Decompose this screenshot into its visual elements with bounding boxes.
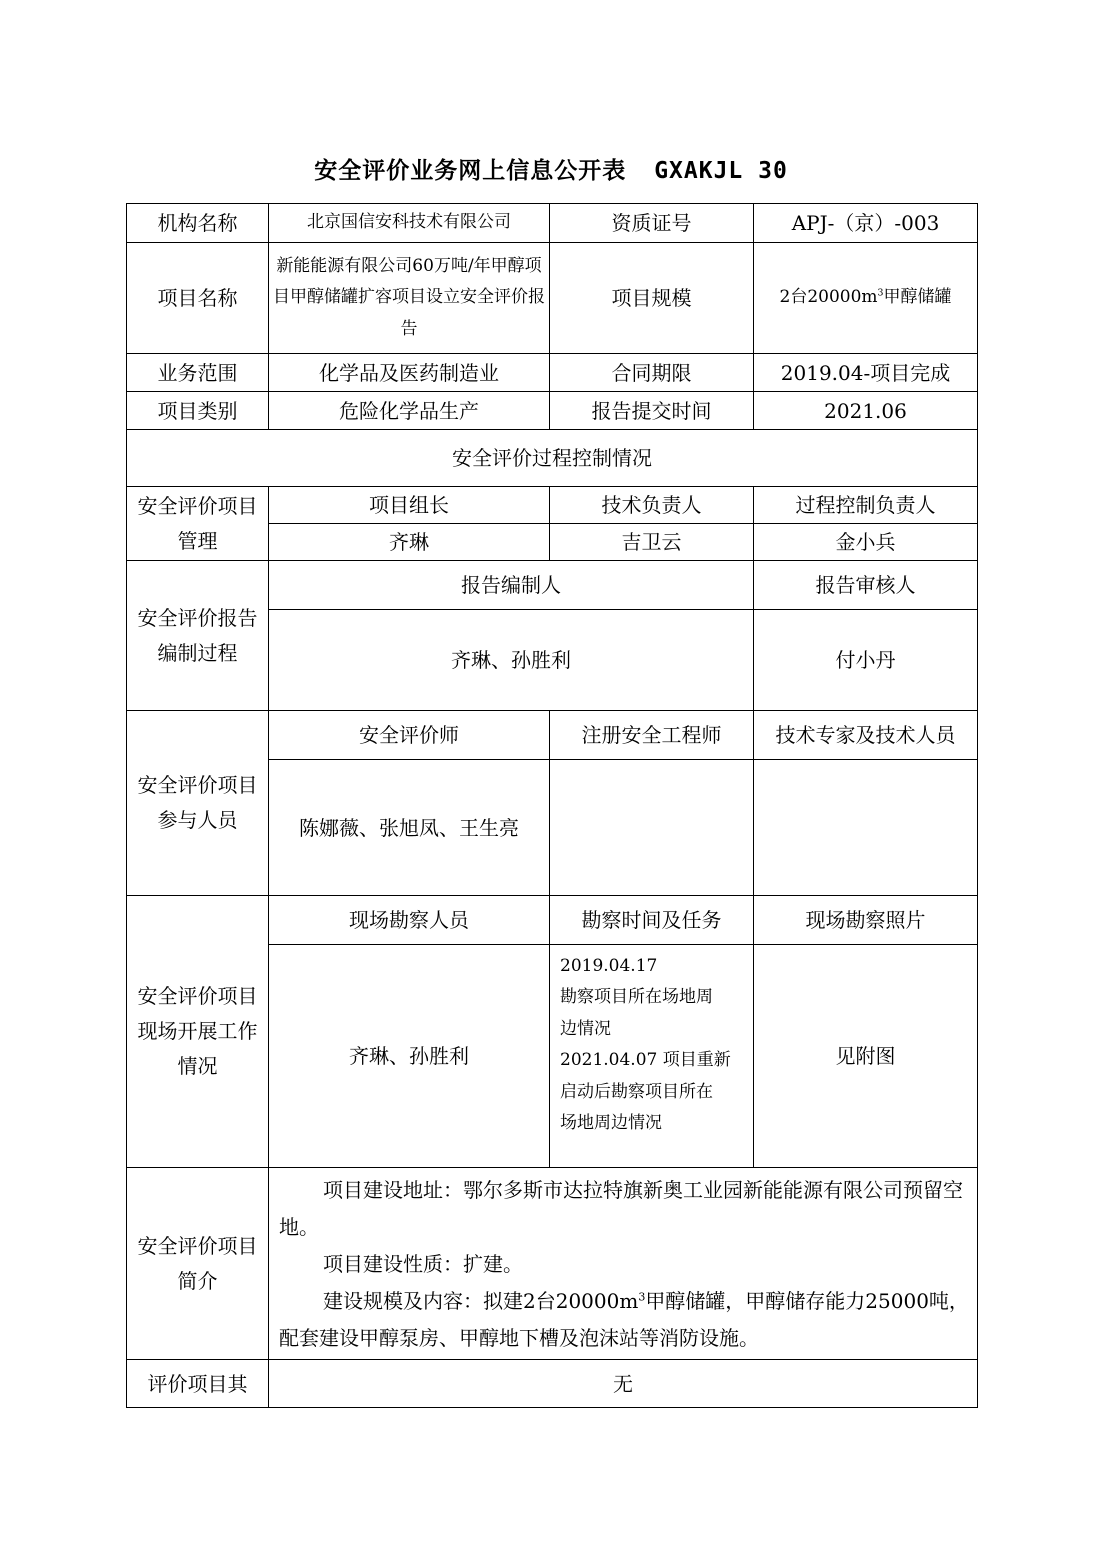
scope-value: 化学品及医药制造业 xyxy=(269,354,550,392)
compiler-header: 报告编制人 xyxy=(269,561,754,610)
row-other xyxy=(127,1360,978,1408)
compiler-value: 齐琳、孙胜利 xyxy=(269,610,754,711)
scale-value xyxy=(754,243,978,354)
survey-line: 2021.04.07 项目重新 xyxy=(560,1050,731,1071)
site-photos-value: 见附图 xyxy=(754,945,978,1168)
intro-label: 安全评价项目简介 xyxy=(127,1168,269,1360)
reviewer-header: 报告审核人 xyxy=(754,561,978,610)
compilation-label: 安全评价报告编制过程 xyxy=(127,561,269,711)
safety-engineer-value xyxy=(550,760,754,896)
site-staff-value: 齐琳、孙胜利 xyxy=(269,945,550,1168)
cert-value: APJ-（京）-003 xyxy=(754,204,978,243)
survey-line: 2019.04.17 xyxy=(560,956,658,976)
expert-header: 技术专家及技术人员 xyxy=(754,711,978,760)
survey-line: 边情况 xyxy=(560,1018,611,1039)
project-value: 新能能源有限公司60万吨/年甲醇项目甲醇储罐扩容项目设立安全评价报告 xyxy=(269,243,550,354)
row-org xyxy=(127,204,978,243)
other-value: 无 xyxy=(269,1360,978,1408)
survey-line: 勘察项目所在场地周 xyxy=(560,987,713,1008)
process-section-title: 安全评价过程控制情况 xyxy=(127,430,978,487)
scope-label: 业务范围 xyxy=(127,354,269,392)
survey-line: 启动后勘察项目所在 xyxy=(560,1081,713,1102)
title-text: 安全评价业务网上信息公开表 xyxy=(314,158,627,184)
row-category xyxy=(127,392,978,430)
other-label: 评价项目其 xyxy=(127,1360,269,1408)
row-management-headers xyxy=(127,487,978,524)
row-site-headers xyxy=(127,896,978,945)
reviewer-value: 付小丹 xyxy=(754,610,978,711)
category-label: 项目类别 xyxy=(127,392,269,430)
survey-time-header: 勘察时间及任务 xyxy=(550,896,754,945)
process-control-value: 金小兵 xyxy=(754,524,978,561)
tech-lead-value: 吉卫云 xyxy=(550,524,754,561)
page-title xyxy=(0,152,1102,185)
org-label: 机构名称 xyxy=(127,204,269,243)
scale-suffix: 甲醇储罐 xyxy=(883,287,952,308)
scale-prefix: 2台20000m xyxy=(779,287,878,308)
intro-scale xyxy=(279,1283,969,1357)
row-project xyxy=(127,243,978,354)
category-value: 危险化学品生产 xyxy=(269,392,550,430)
intro-nature: 项目建设性质：扩建。 xyxy=(323,1252,523,1276)
scale-label: 项目规模 xyxy=(550,243,754,354)
title-code: GXAKJL 30 xyxy=(654,158,788,184)
site-staff-header: 现场勘察人员 xyxy=(269,896,550,945)
row-scope xyxy=(127,354,978,392)
process-control-header: 过程控制负责人 xyxy=(754,487,978,524)
intro-content xyxy=(269,1168,978,1360)
site-work-label: 安全评价项目现场开展工作情况 xyxy=(127,896,269,1168)
tech-lead-header: 技术负责人 xyxy=(550,487,754,524)
management-label: 安全评价项目管理 xyxy=(127,487,269,561)
contract-label: 合同期限 xyxy=(550,354,754,392)
contract-value: 2019.04-项目完成 xyxy=(754,354,978,392)
intro-scale-prefix: 建设规模及内容：拟建2台20000m xyxy=(323,1289,639,1313)
intro-address: 项目建设地址：鄂尔多斯市达拉特旗新奥工业园新能能源有限公司预留空地。 xyxy=(279,1178,963,1239)
submit-value: 2021.06 xyxy=(754,392,978,430)
disclosure-table xyxy=(126,203,978,1408)
site-photos-header: 现场勘察照片 xyxy=(754,896,978,945)
row-process-title xyxy=(127,430,978,487)
project-label: 项目名称 xyxy=(127,243,269,354)
expert-value xyxy=(754,760,978,896)
team-leader-header: 项目组长 xyxy=(269,487,550,524)
evaluator-value: 陈娜薇、张旭凤、王生亮 xyxy=(269,760,550,896)
survey-time-value xyxy=(550,945,754,1168)
cert-label: 资质证号 xyxy=(550,204,754,243)
survey-line: 场地周边情况 xyxy=(560,1113,662,1134)
safety-engineer-header: 注册安全工程师 xyxy=(550,711,754,760)
participants-label: 安全评价项目参与人员 xyxy=(127,711,269,896)
row-participant-headers xyxy=(127,711,978,760)
evaluator-header: 安全评价师 xyxy=(269,711,550,760)
intro-scale-sup: 3 xyxy=(638,1290,646,1304)
scale-sup: 3 xyxy=(877,287,884,299)
row-intro xyxy=(127,1168,978,1360)
row-compilation-headers xyxy=(127,561,978,610)
team-leader-value: 齐琳 xyxy=(269,524,550,561)
org-value: 北京国信安科技术有限公司 xyxy=(269,204,550,243)
intro-scale-suffix: 甲醇储罐，甲醇储存能力25000吨，配套建设甲醇泵房、甲醇地下槽及泡沫站等消防设施。 xyxy=(279,1289,969,1350)
submit-label: 报告提交时间 xyxy=(550,392,754,430)
